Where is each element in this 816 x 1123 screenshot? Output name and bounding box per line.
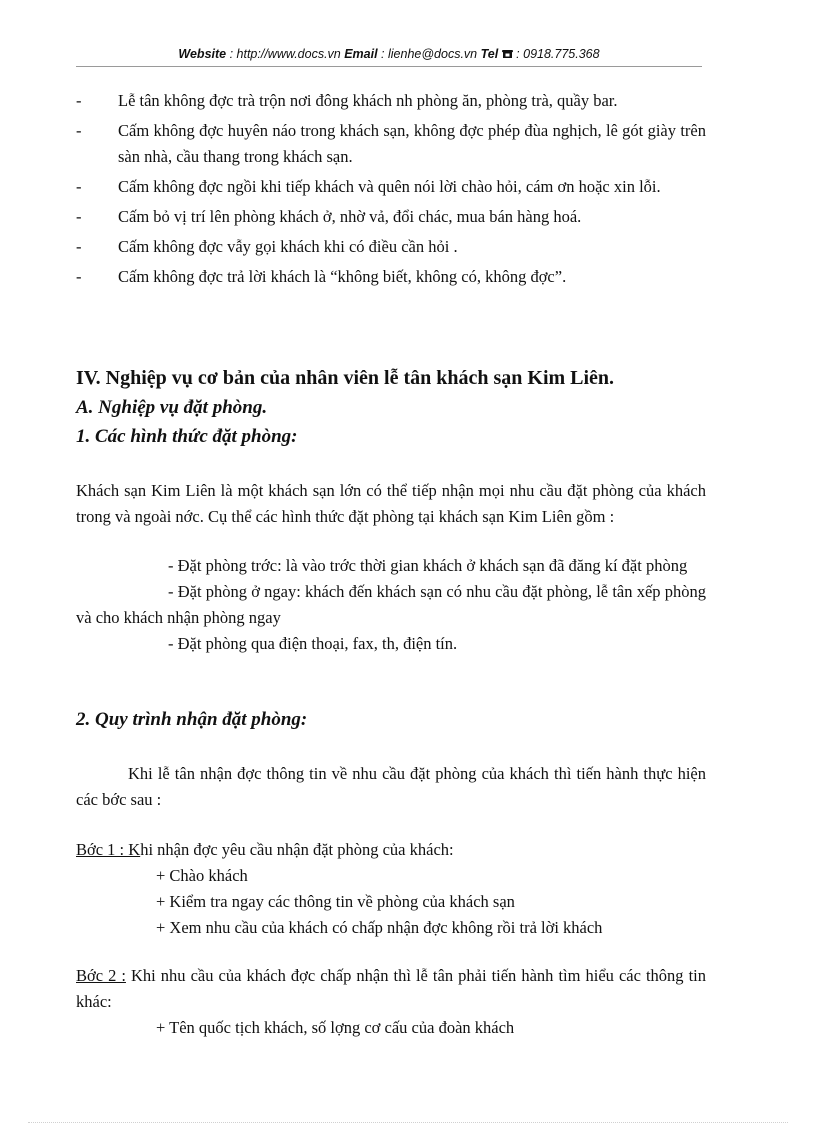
step-2-line bbox=[76, 963, 706, 1015]
form-item: - Đặt phòng ở ngay: khách đến khách sạn có nhu cầu đặt phòng, lễ tân xếp phòng và cho khách nhận phòng ngay bbox=[76, 582, 706, 627]
step-1-line bbox=[76, 837, 706, 863]
step-1-text: hi nhận đợc yêu cầu nhận đặt phòng của khách: bbox=[140, 840, 454, 859]
heading-booking-forms: 1. Các hình thức đặt phòng: bbox=[76, 426, 298, 447]
website-value: : http://www.docs.vn bbox=[226, 47, 345, 61]
rule-item: - Cấm không đợc vẫy gọi khách khi có điều cần hỏi . bbox=[76, 237, 458, 256]
intro-paragraph: Khách sạn Kim Liên là một khách sạn lớn có thể tiếp nhận mọi nhu cầu đặt phòng của khách trong và ngoài nớc. Cụ thể các hình thức đặt phòng tại khách sạn Kim Liên gồm : bbox=[76, 481, 706, 526]
booking-forms-list bbox=[76, 553, 706, 657]
tel-label: Tel bbox=[480, 47, 499, 61]
subsection-title: A. Nghiệp vụ đặt phòng. bbox=[76, 397, 268, 418]
step-2-item: + Tên quốc tịch khách, số lợng cơ cấu của đoàn khách bbox=[156, 1018, 515, 1037]
process-intro: Khi lễ tân nhận đợc thông tin về nhu cầu đặt phòng của khách thì tiến hành thực hiện các bớc sau : bbox=[76, 764, 706, 809]
rule-item: - Lễ tân không đợc trà trộn nơi đông khách nh phòng ăn, phòng trà, quầy bar. bbox=[76, 91, 618, 110]
email-value: : lienhe@docs.vn bbox=[377, 47, 481, 61]
rules-list bbox=[76, 88, 706, 290]
header-rule bbox=[76, 66, 702, 67]
step-2-text: Khi nhu cầu của khách đợc chấp nhận thì lễ tân phải tiến hành tìm hiểu các thông tin khác: bbox=[76, 966, 706, 1011]
website-label: Website bbox=[178, 47, 227, 61]
section-title: IV. Nghiệp vụ cơ bản của nhân viên lễ tân khách sạn Kim Liên. bbox=[76, 367, 615, 389]
phone-icon bbox=[502, 49, 513, 59]
page-header bbox=[76, 47, 702, 61]
form-item: - Đặt phòng trớc: là vào trớc thời gian khách ở khách sạn đã đăng kí đặt phòng bbox=[168, 556, 688, 575]
email-label: Email bbox=[344, 47, 378, 61]
step-2 bbox=[76, 963, 706, 1041]
step-2-label: Bớc 2 : bbox=[76, 966, 126, 985]
step-1-item: + Chào khách bbox=[156, 866, 248, 885]
step-1-label: Bớc 1 : K bbox=[76, 840, 141, 859]
tel-value: : 0918.775.368 bbox=[512, 47, 600, 61]
rule-item: - Cấm không đợc huyên náo trong khách sạn, không đợc phép đùa nghịch, lê gót giày trên sàn nhà, cầu thang trong khách sạn. bbox=[76, 121, 706, 166]
form-item: - Đặt phòng qua điện thoại, fax, th, điện tín. bbox=[168, 634, 458, 653]
step-1-item: + Xem nhu cầu của khách có chấp nhận đợc không rồi trả lời khách bbox=[156, 918, 603, 937]
step-1 bbox=[76, 837, 706, 941]
rule-item: - Cấm không đợc trả lời khách là “không biết, không có, không đợc”. bbox=[76, 267, 567, 286]
heading-process: 2. Quy trình nhận đặt phòng: bbox=[76, 709, 308, 730]
rule-item: - Cấm không đợc ngồi khi tiếp khách và quên nói lời chào hỏi, cám ơn hoặc xin lỗi. bbox=[76, 177, 661, 196]
step-1-item: + Kiểm tra ngay các thông tin về phòng của khách sạn bbox=[156, 892, 515, 911]
rule-item: - Cấm bỏ vị trí lên phòng khách ở, nhờ vả, đổi chác, mua bán hàng hoá. bbox=[76, 207, 582, 226]
